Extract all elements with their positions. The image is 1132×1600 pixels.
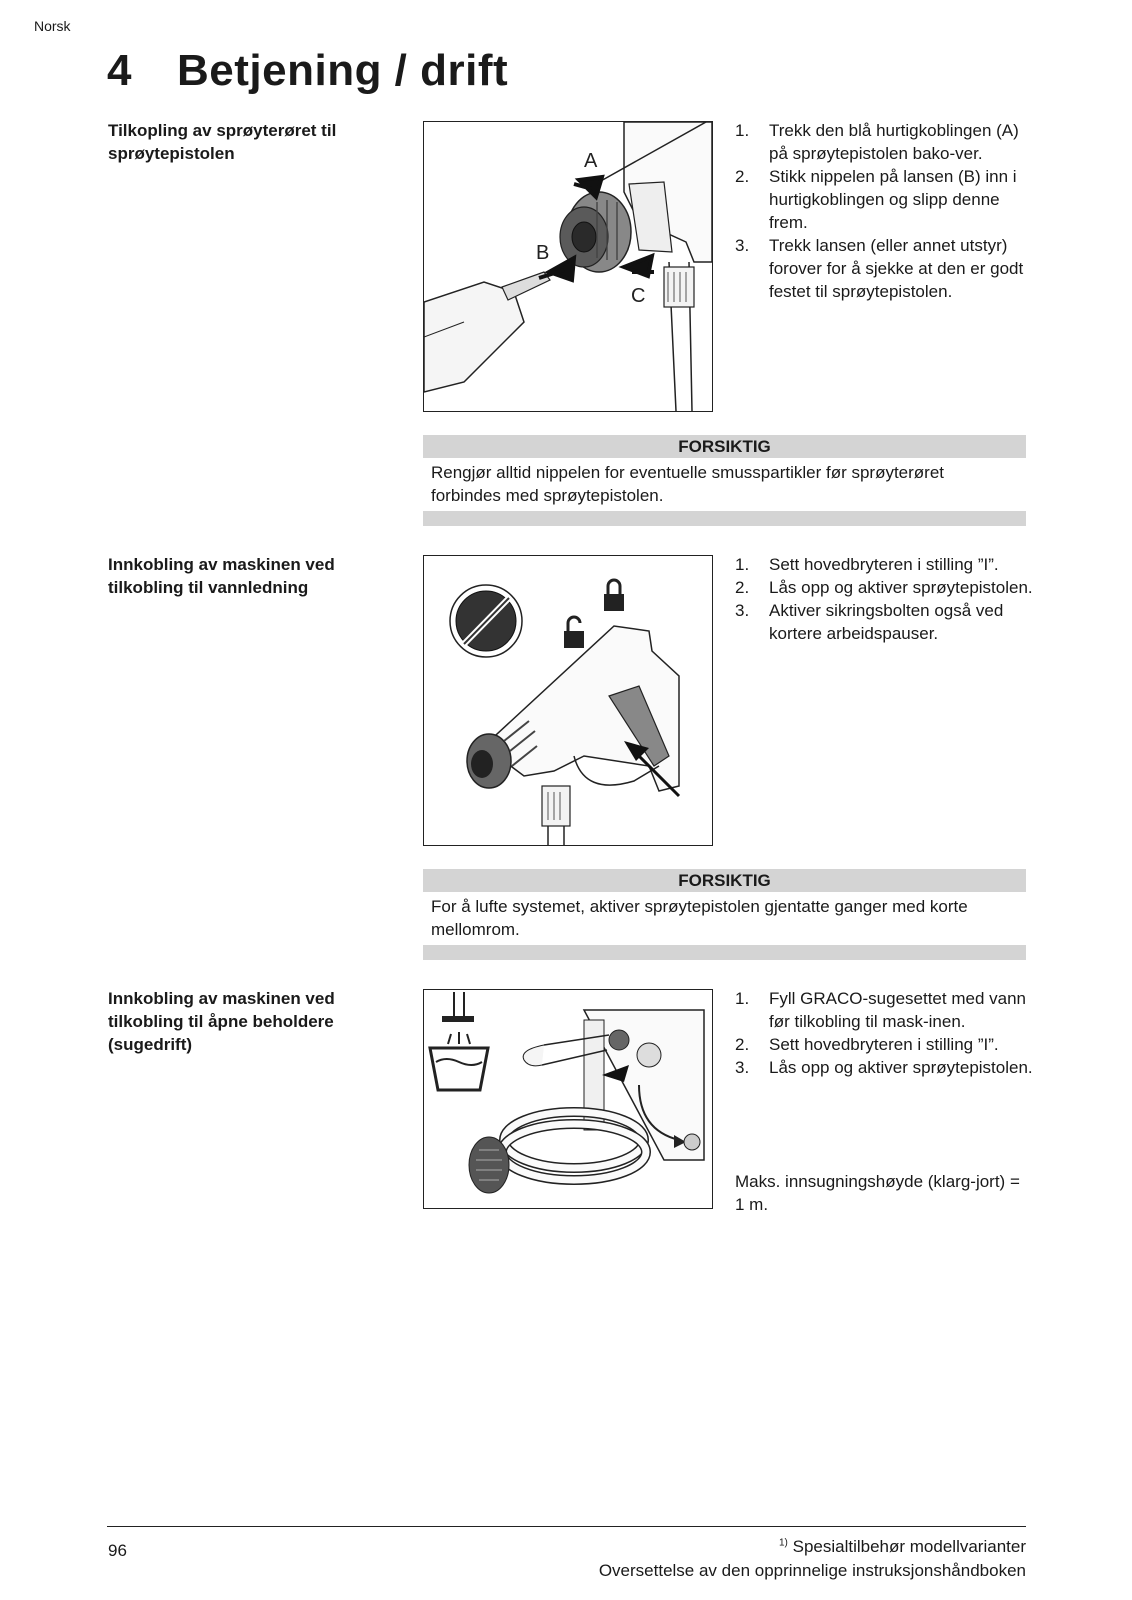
spray-gun-coupling-illustration xyxy=(424,122,712,411)
figure-suction xyxy=(423,989,713,1209)
step-text: Sett hovedbryteren i stilling ”I”. xyxy=(769,1035,999,1054)
caution-box-lance xyxy=(423,435,1026,526)
suction-height-note: Maks. innsugningshøyde (klarg-jort) = 1 m. xyxy=(735,1172,1020,1214)
footnote-text: Spesialtilbehør modellvarianter xyxy=(792,1537,1026,1556)
figure-lance-connection xyxy=(423,121,713,412)
step-text: Aktiver sikringsbolten også ved kortere arbeidspauser. xyxy=(769,601,1004,643)
step-text: Lås opp og aktiver sprøytepistolen. xyxy=(769,578,1033,597)
steps-list-lance-connection xyxy=(735,119,1035,303)
step-text: Fyll GRACO-sugesettet med vann før tilkobling til mask-inen. xyxy=(769,989,1026,1031)
manual-subtitle: Oversettelse av den opprinnelige instruksjonshåndboken xyxy=(598,1561,1026,1580)
list-item xyxy=(735,576,1035,599)
step-number: 1. xyxy=(735,121,750,140)
steps-list-suction xyxy=(735,987,1035,1079)
list-item xyxy=(735,165,1035,234)
step-text: Trekk den blå hurtigkoblingen (A) på sprøytepistolen bako-ver. xyxy=(769,121,1019,163)
step-number: 3. xyxy=(735,1058,750,1077)
list-item xyxy=(735,119,1035,165)
caution-title: FORSIKTIG xyxy=(423,435,1026,458)
step-number: 3. xyxy=(735,236,750,255)
section-title-lance-connection: Tilkopling av sprøyterøret til sprøytepistolen xyxy=(108,121,337,163)
step-number: 2. xyxy=(735,167,750,186)
figure-label-c: C xyxy=(631,285,646,307)
list-item xyxy=(735,987,1035,1033)
step-text: Sett hovedbryteren i stilling ”I”. xyxy=(769,555,999,574)
list-item xyxy=(735,553,1035,576)
caution-footer-bar xyxy=(423,511,1026,526)
step-number: 1. xyxy=(735,989,750,1008)
list-item xyxy=(735,599,1035,645)
caution-title: FORSIKTIG xyxy=(423,869,1026,892)
caution-box-venting xyxy=(423,869,1026,960)
step-number: 2. xyxy=(735,1035,750,1054)
footer-divider xyxy=(107,1526,1026,1527)
list-item xyxy=(735,1056,1035,1079)
caution-text: For å lufte systemet, aktiver sprøytepistolen gjentatte ganger med korte mellomrom. xyxy=(431,897,968,939)
list-item xyxy=(735,234,1035,303)
figure-label-a: A xyxy=(584,150,598,172)
figure-water-supply xyxy=(423,555,713,846)
figure-label-b: B xyxy=(536,242,550,264)
section-title-suction: Innkobling av maskinen ved tilkobling til åpne beholdere (sugedrift) xyxy=(108,989,335,1054)
step-text: Stikk nippelen på lansen (B) inn i hurtigkoblingen og slipp denne frem. xyxy=(769,167,1017,232)
steps-list-water-supply xyxy=(735,553,1035,645)
page-number: 96 xyxy=(108,1541,127,1560)
step-number: 3. xyxy=(735,601,750,620)
step-text: Lås opp og aktiver sprøytepistolen. xyxy=(769,1058,1033,1077)
footnote-mark: 1) xyxy=(778,1537,788,1549)
list-item xyxy=(735,1033,1035,1056)
caution-footer-bar xyxy=(423,945,1026,960)
step-number: 1. xyxy=(735,555,750,574)
step-number: 2. xyxy=(735,578,750,597)
caution-text: Rengjør alltid nippelen for eventuelle smusspartikler før sprøyterøret forbindes med sprøytepistolen. xyxy=(431,463,945,505)
chapter-title: Betjening / drift xyxy=(177,46,509,95)
chapter-number: 4 xyxy=(107,46,132,95)
chapter-heading xyxy=(107,46,508,96)
footnote xyxy=(779,1537,1026,1557)
suction-kit-illustration xyxy=(424,990,712,1208)
section-title-water-supply: Innkobling av maskinen ved tilkobling til vannledning xyxy=(108,555,335,597)
step-text: Trekk lansen (eller annet utstyr) forover for å sjekke at den er godt festet til sprøytepistolen. xyxy=(769,236,1024,301)
spray-gun-unlock-illustration xyxy=(424,556,712,845)
language-label: Norsk xyxy=(34,18,71,34)
